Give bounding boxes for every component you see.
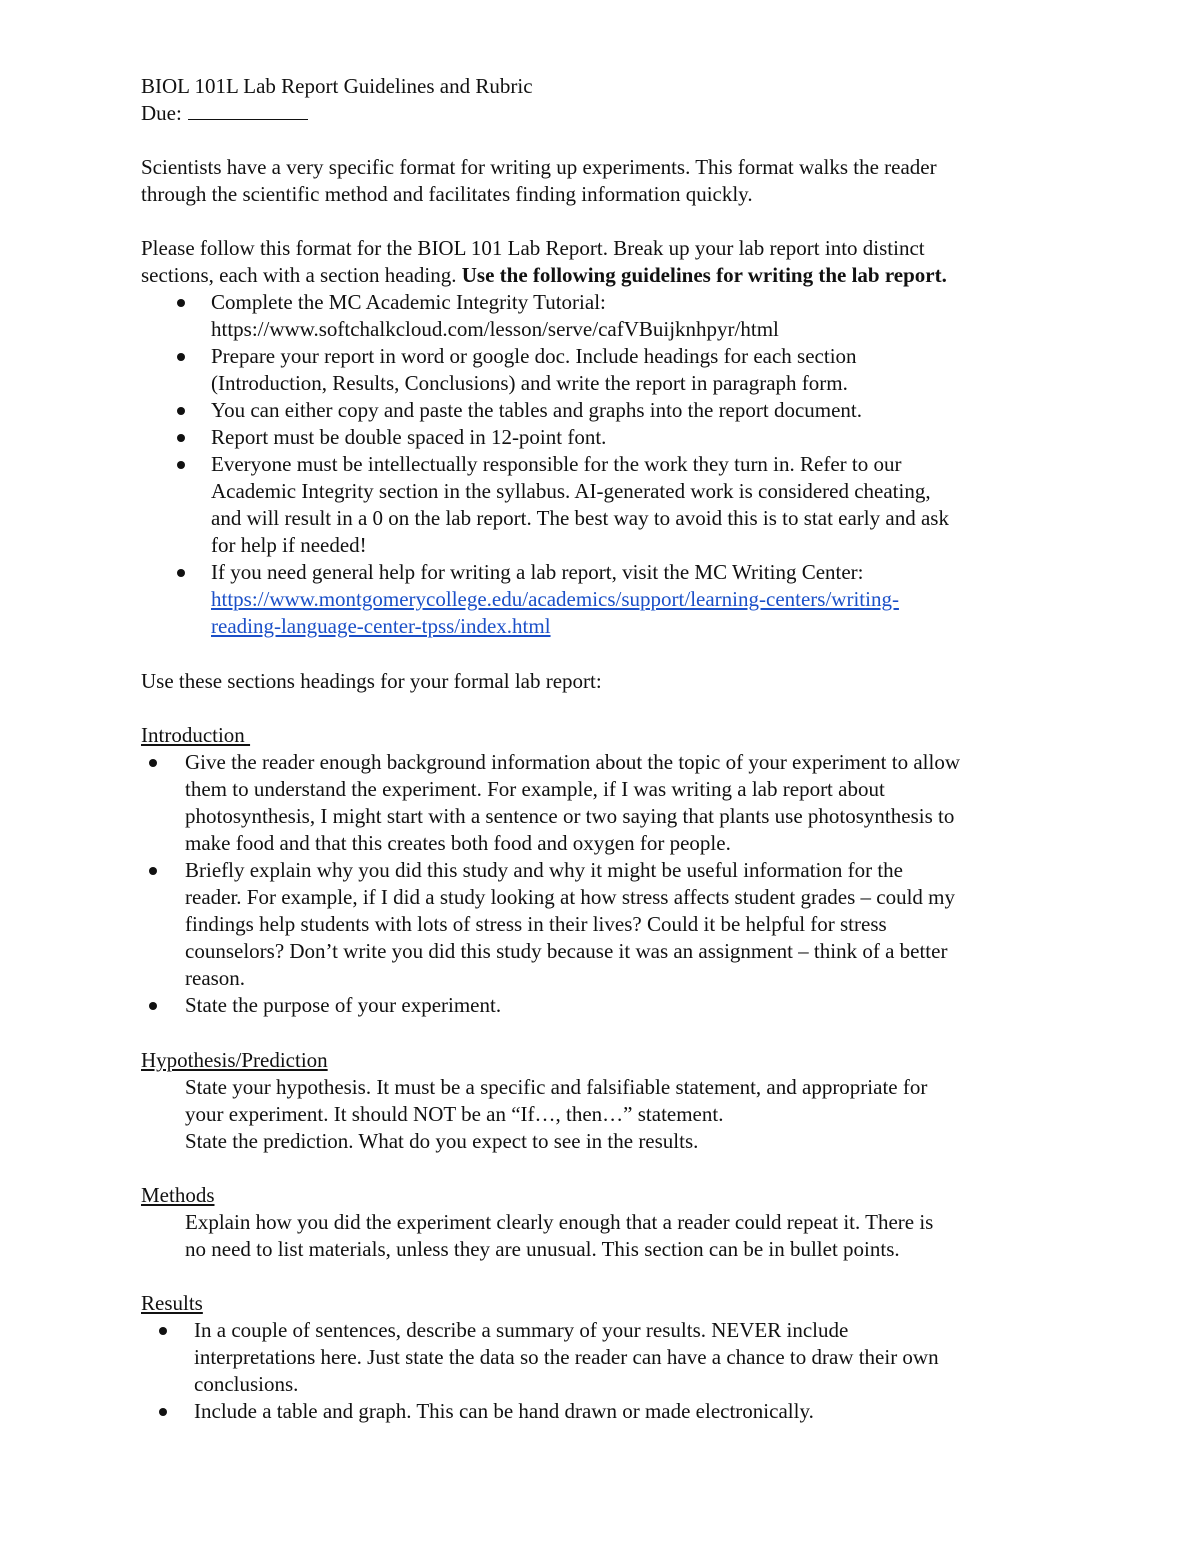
section-heading-results: Results [141,1291,203,1315]
section-introduction [141,722,1071,1019]
results-item: In a couple of sentences, describe a summary of your results. NEVER include interpretations here. Just state the data so the reader can have a chance to draw their own conclusions. [141,1317,1071,1398]
writing-center-link[interactable]: https://www.montgomerycollege.edu/academics/support/learning-centers/writing- [211,587,899,611]
format-line-2-bold: Use the following guidelines for writing the lab report. [461,263,947,287]
section-heading-methods: Methods [141,1183,215,1207]
guideline-item: Everyone must be intellectually responsible for the work they turn in. Refer to our Academic Integrity section in the syllabus. AI-generated work is considered cheating, and will result in a 0 on the lab report. The best way to avoid this is to stat early and ask for help if needed! [141,451,1071,559]
bullet-icon [177,299,185,307]
guideline-item-writing-center: If you need general help for writing a lab report, visit the MC Writing Center: https://www.montgomerycollege.edu/academics/support/learning-centers/writing- reading-language-center-tpss/index.html [141,559,1071,640]
writing-center-link-cont[interactable]: reading-language-center-tpss/index.html [211,614,551,638]
hypothesis-body: State your hypothesis. It must be a specific and falsifiable statement, and appropriate for your experiment. It should NOT be an “If…, then…” statement. State the prediction. What do you expect to see in the results. [185,1075,928,1153]
bullet-icon [149,867,157,875]
intro-paragraph [141,154,1071,208]
due-label: Due: [141,101,182,125]
introduction-item: Briefly explain why you did this study and why it might be useful information for the reader. For example, if I did a study looking at how stress affects student grades – could my findings help students with lots of stress in their lives? Could it be helpful for stress counselors? Don’t write you did this study because it was an assignment – think of a better reason. [141,857,1071,992]
bullet-icon [149,1002,157,1010]
section-heading-hypothesis: Hypothesis/Prediction [141,1048,328,1072]
bullet-icon [177,569,185,577]
document-title: BIOL 101L Lab Report Guidelines and Rubric [141,74,533,98]
section-heading-introduction: Introduction [141,723,251,747]
bullet-icon [149,759,157,767]
format-line-1: Please follow this format for the BIOL 101 Lab Report. Break up your lab report into distinct [141,236,925,260]
sections-intro: Use these sections headings for your formal lab report: [141,669,602,693]
results-list [141,1317,1071,1425]
guideline-item: Report must be double spaced in 12-point font. [141,424,1071,451]
section-methods [141,1182,1071,1263]
introduction-item: State the purpose of your experiment. [141,992,1071,1019]
format-line-2-plain: sections, each with a section heading. [141,263,462,287]
guideline-item: Complete the MC Academic Integrity Tutorial: https://www.softchalkcloud.com/lesson/serve/cafVBuijknhpyr/html [141,289,1071,343]
introduction-item: Give the reader enough background information about the topic of your experiment to allow them to understand the experiment. For example, if I was writing a lab report about photosynthesis, I might start with a sentence or two saying that plants use photosynthesis to make food and that this creates both food and oxygen for people. [141,749,1071,857]
guidelines-list [141,289,1071,640]
intro-line-2: through the scientific method and facilitates finding information quickly. [141,182,753,206]
methods-body: Explain how you did the experiment clearly enough that a reader could repeat it. There is no need to list materials, unless they are unusual. This section can be in bullet points. [185,1210,934,1261]
due-blank[interactable] [188,101,308,120]
intro-line-1: Scientists have a very specific format for writing up experiments. This format walks the reader [141,155,937,179]
format-line-2 [141,262,1071,289]
section-hypothesis [141,1047,1071,1155]
bullet-icon [159,1327,167,1335]
due-line [141,100,1071,127]
bullet-icon [177,434,185,442]
introduction-list [141,749,1071,1019]
document-header [141,73,1071,127]
bullet-icon [177,407,185,415]
bullet-icon [177,353,185,361]
guideline-item: You can either copy and paste the tables and graphs into the report document. [141,397,1071,424]
section-results [141,1290,1071,1425]
bullet-icon [159,1408,167,1416]
bullet-icon [177,461,185,469]
guideline-item: Prepare your report in word or google doc. Include headings for each section (Introduction, Results, Conclusions) and write the report in paragraph form. [141,343,1071,397]
results-item: Include a table and graph. This can be hand drawn or made electronically. [141,1398,1071,1425]
format-paragraph [141,235,1071,289]
